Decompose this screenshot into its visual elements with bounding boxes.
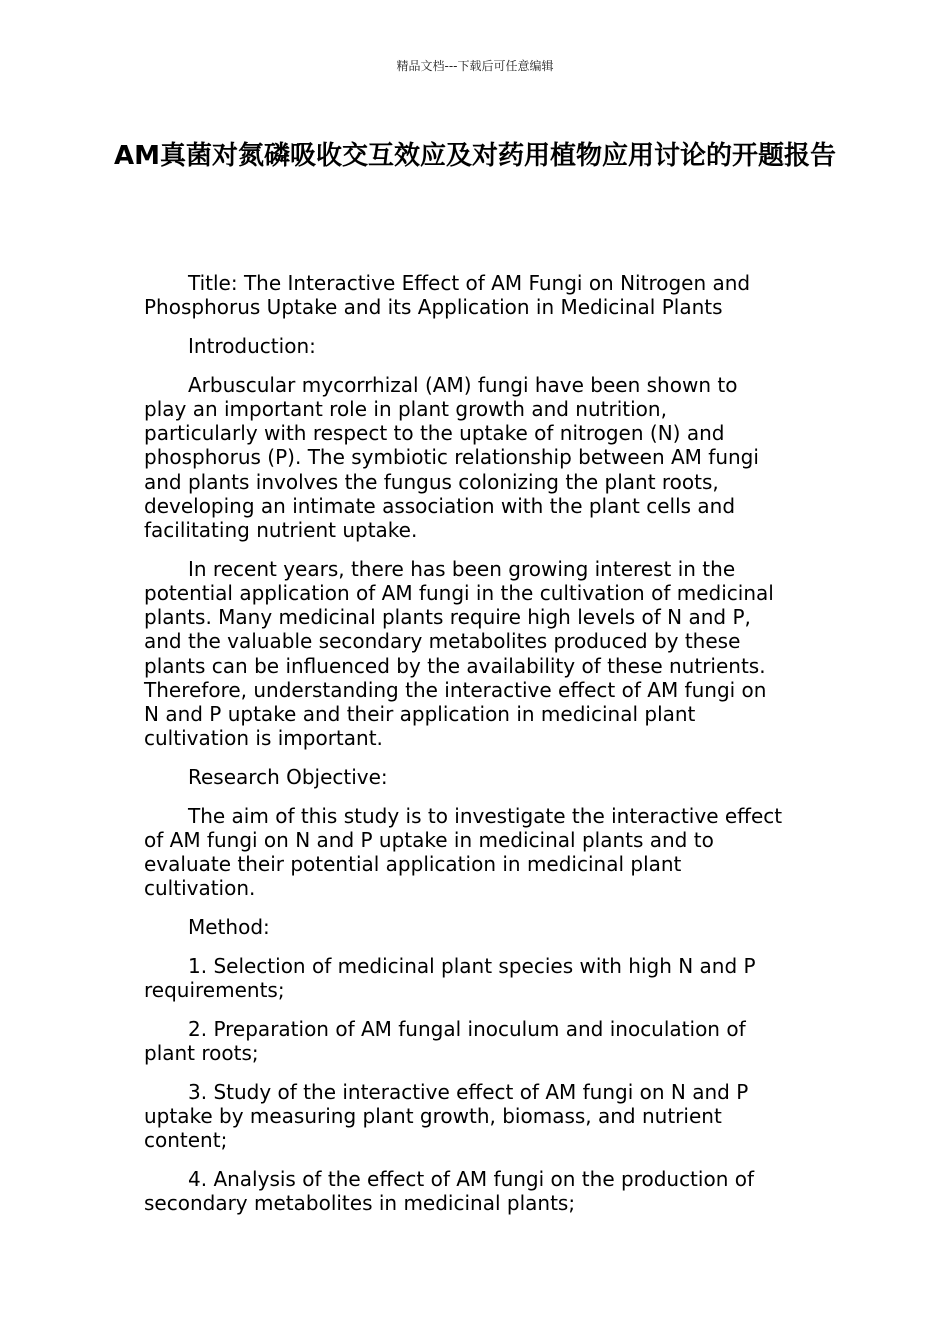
method-item-1: 1. Selection of medicinal plant species with high N and P requirements;	[144, 954, 756, 1003]
paragraph-research-objective: The aim of this study is to investigate the interactive effect of AM fungi on N and P uptake in medicinal plants and to evaluate their potential application in medicinal plant cultivation.	[144, 803, 783, 901]
heading-introduction: Introduction:	[188, 334, 316, 358]
paragraph-title-line: Title: The Interactive Effect of AM Fungi on Nitrogen and Phosphorus Uptake and its Application in Medicinal Plants	[144, 271, 751, 320]
heading-research-objective: Research Objective:	[188, 765, 388, 790]
method-item-2: 2. Preparation of AM fungal inoculum and inoculation of plant roots;	[144, 1017, 746, 1066]
document-body	[144, 271, 812, 1230]
heading-method: Method:	[188, 915, 270, 940]
page-title: AM真菌对氮磷吸收交互效应及对药用植物应用讨论的开题报告	[114, 141, 836, 171]
method-item-3: 3. Study of the interactive effect of AM fungi on N and P uptake by measuring plant growth, biomass, and nutrient content;	[144, 1080, 749, 1153]
paragraph-introduction-1: Arbuscular mycorrhizal (AM) fungi have been shown to play an important role in plant growth and nutrition, particularly with respect to the uptake of nitrogen (N) and phosphorus (P). The symbiotic relationship between AM fungi and plants involves the fungus colonizing the plant roots, developing an intimate association with the plant cells and facilitating nutrient uptake.	[144, 372, 759, 543]
method-item-4: 4. Analysis of the effect of AM fungi on the production of secondary metabolites in medicinal plants;	[144, 1167, 755, 1216]
paragraph-introduction-2: In recent years, there has been growing interest in the potential application of AM fungi in the cultivation of medicinal plants. Many medicinal plants require high levels of N and P, and the valuable secondary metabolites produced by these plants can be influenced by the availability of these nutrients. Therefore, understanding the interactive effect of AM fungi on N and P uptake and their application in medicinal plant cultivation is important.	[144, 556, 774, 751]
header-note: 精品文档---下载后可任意编辑	[396, 59, 554, 73]
